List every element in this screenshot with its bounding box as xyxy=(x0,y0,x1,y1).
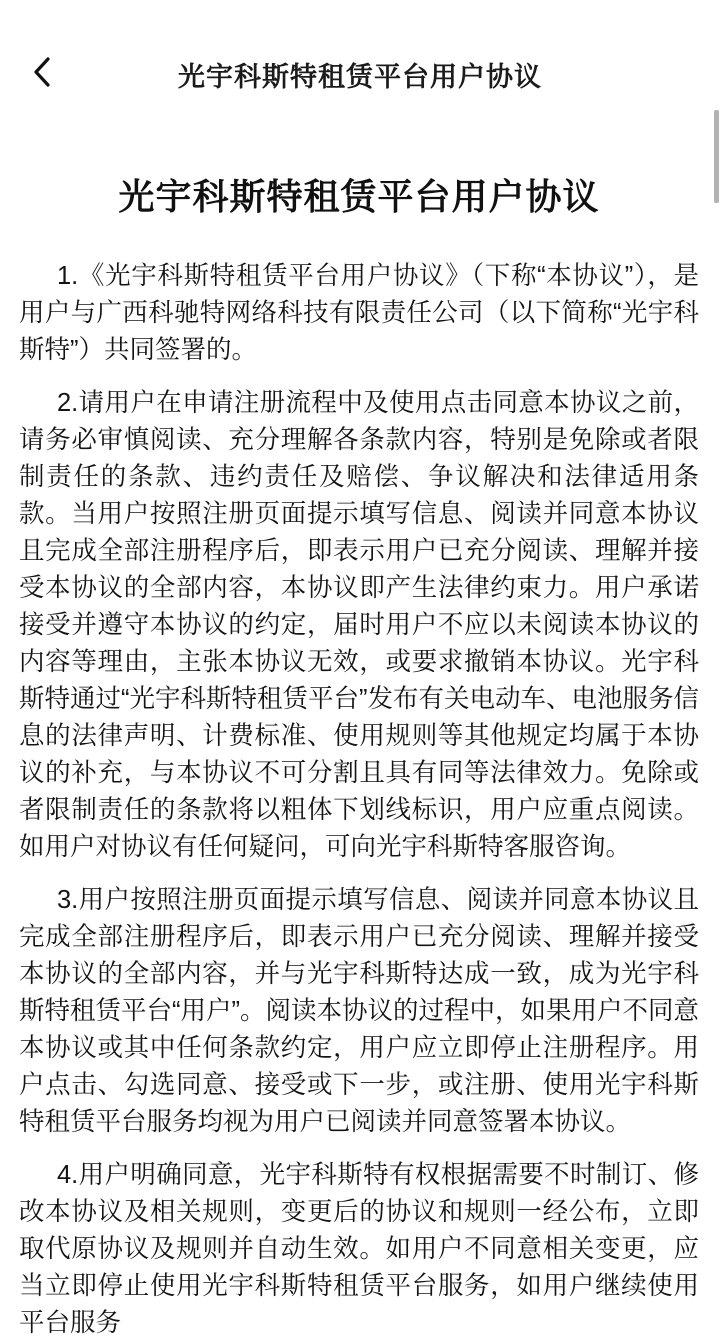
page-title: 光宇科斯特租赁平台用户协议 xyxy=(118,176,600,217)
scrollbar-thumb[interactable] xyxy=(714,110,719,203)
agreement-content[interactable] xyxy=(0,172,720,1342)
agreement-paragraph-3: 3.用户按照注册页面提示填写信息、阅读并同意本协议且完成全部注册程序后，即表示用户已充分阅读、理解并接受本协议的全部内容，并与光宇科斯特达成一致，成为光宇科斯特租赁平台“用户”。阅读本协议的过程中，如果用户不同意本协议或其中任何条款约定，用户应立即停止注册程序。用户点击、勾选同意、接受或下一步，或注册、使用光宇科斯特租赁平台服务均视为用户已阅读并同意签署本协议。 xyxy=(19,886,699,1136)
app-header xyxy=(0,0,720,104)
agreement-body xyxy=(19,258,699,1342)
agreement-paragraph-1: 1.《光宇科斯特租赁平台用户协议》（下称“本协议”），是用户与广西科驰特网络科技有限责任公司（以下简称“光宇科斯特”）共同签署的。 xyxy=(19,262,699,364)
agreement-paragraph-4: 4.用户明确同意，光宇科斯特有权根据需要不时制订、修改本协议及相关规则，变更后的协议和规则一经公布，立即取代原协议及规则并自动生效。如用户不同意相关变更，应当立即停止使用光宇科斯特租赁平台服务，如用户继续使用平台服务 xyxy=(19,1161,699,1337)
agreement-paragraph-2: 2.请用户在申请注册流程中及使用点击同意本协议之前，请务必审慎阅读、充分理解各条款内容，特别是免除或者限制责任的条款、违约责任及赔偿、争议解决和法律适用条款。当用户按照注册页面提示填写信息、阅读并同意本协议且完成全部注册程序后，即表示用户已充分阅读、理解并接受本协议的全部内容，本协议即产生法律约束力。用户承诺接受并遵守本协议的约定，届时用户不应以未阅读本协议的内容等理由，主张本协议无效，或要求撤销本协议。光宇科斯特通过“光宇科斯特租赁平台”发布有关电动车、电池服务信息的法律声明、计费标准、使用规则等其他规定均属于本协议的补充，与本协议不可分割且具有同等法律效力。免除或者限制责任的条款将以粗体下划线标识，用户应重点阅读。如用户对协议有任何疑问，可向光宇科斯特客服咨询。 xyxy=(19,389,699,861)
header-title: 光宇科斯特租赁平台用户协议 xyxy=(178,62,542,92)
